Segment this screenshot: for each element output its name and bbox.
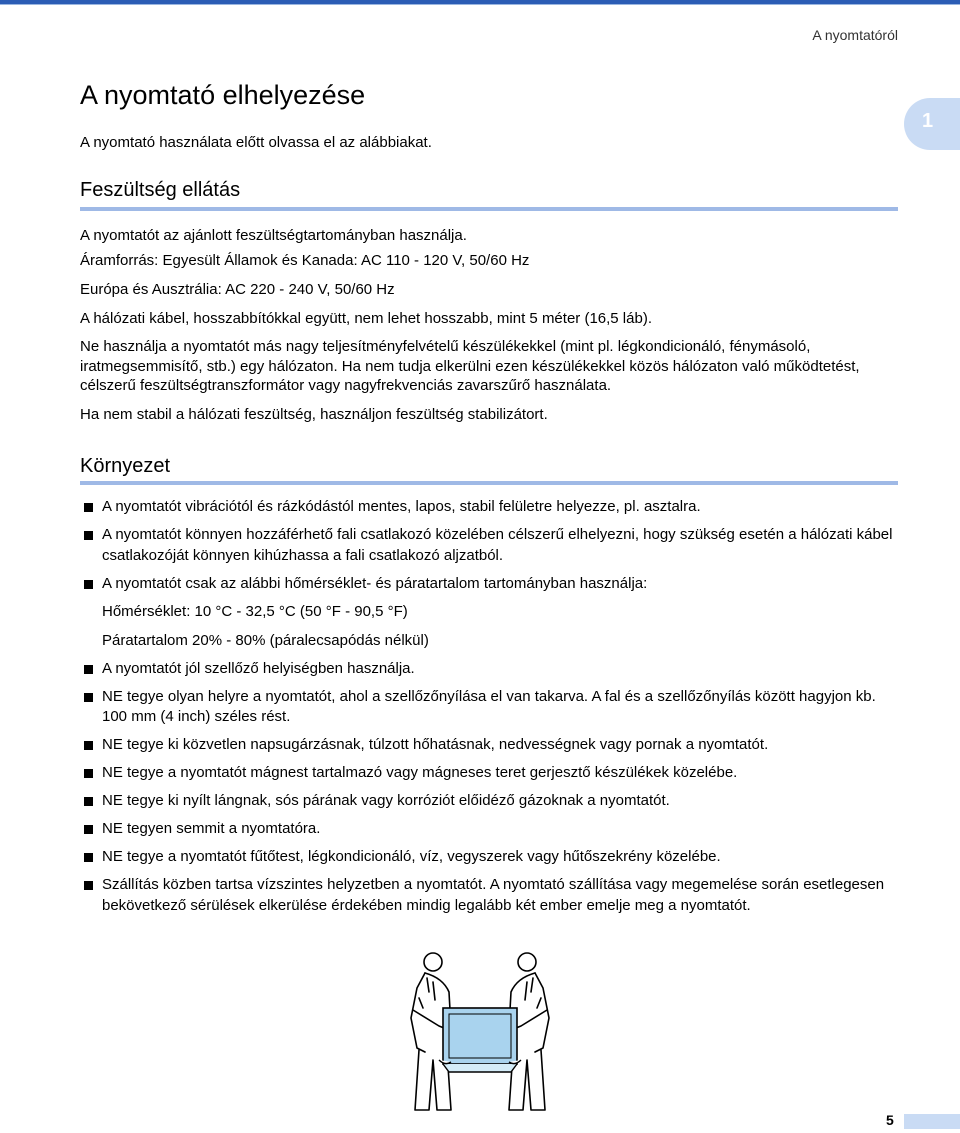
bullet-square-icon [84,769,93,778]
bullet-square-icon [84,531,93,540]
list-item: Szállítás közben tartsa vízszintes helyzetben a nyomtatót. A nyomtató szállítása vagy megemelése során esetlegesen bekövetkező sérülések elkerülése érdekében mindig legalább két ember emelje meg a nyomtatót. [80,875,900,916]
humidity-range: Páratartalom 20% - 80% (páralecsapódás nélkül) [102,631,429,649]
bullet-square-icon [84,665,93,674]
list-item: NE tegye a nyomtatót mágnest tartalmazó vagy mágneses teret gerjesztő készülékek közelébe. [80,763,900,784]
power-paragraph: A hálózati kábel, hosszabbítókkal együtt, nem lehet hosszabb, mint 5 méter (16,5 láb). [80,310,652,327]
top-rule-light [0,4,960,5]
power-paragraph: Ne használja a nyomtatót más nagy teljesítményfelvételű készülékekkel (mint pl. légkondicionáló, fénymásoló, iratmegsemmisítő, stb.) egy hálózaton. Ha nem tudja elkerülni ezen készülékekkel közös hálózaton való működtetést, célszerű feszültségtranszformátor vagy nagyfrekvenciás zavarszűrő használata. [80,338,860,394]
intro-text: A nyomtató használata előtt olvassa el az alábbiakat. [80,134,432,151]
bullet-square-icon [84,825,93,834]
bullet-square-icon [84,580,93,589]
chapter-number: 1 [922,110,934,132]
power-paragraph: Európa és Ausztrália: AC 220 - 240 V, 50/60 Hz [80,281,395,298]
power-paragraph: Ha nem stabil a hálózati feszültség, használjon feszültség stabilizátort. [80,406,548,423]
list-item: NE tegye a nyomtatót fűtőtest, légkondicionáló, víz, vegyszerek vagy hűtőszekrény közelébe. [80,847,900,868]
list-item: A nyomtatót jól szellőző helyiségben használja. [80,659,900,680]
list-item: NE tegye ki nyílt lángnak, sós párának vagy korrózió​t előidéző gázoknak a nyomtatót. [80,791,900,812]
page-title: A nyomtató elhelyezése [80,80,366,110]
list-item: A nyomtatót csak az alábbi hőmérséklet- és páratartalom tartományban használja: Hőmérséklet: 10 °C - 32,5 °C (50 °F - 90,5 °F) Páratartalom 20% - 80% (páralecsapódás nélkül) [80,574,900,652]
list-item: A nyomtatót könnyen hozzáférhető fali csatlakozó közelében célszerű elhelyezni, hogy szükség esetén a hálózati kábel csatlakozóját könnyen kihúzhassa a fali csatlakozó aljzatból. [80,525,900,566]
running-header: A nyomtatóról [812,27,898,43]
bullet-square-icon [84,797,93,806]
section-heading-power: Feszültség ellátás [80,179,241,201]
section-rule-environment [80,481,898,485]
bullet-square-icon [84,503,93,512]
section-heading-environment: Környezet [80,455,171,477]
list-item: NE tegye olyan helyre a nyomtatót, ahol a szellőzőnyílása el van takarva. A fal és a szellőzőnyílás között hagyjon kb. 100 mm (4 inch) széles rést. [80,687,900,728]
list-item: A nyomtatót vibrációtól és rázkódástól mentes, lapos, stabil felületre helyezze, pl. asztalra. [80,497,900,518]
power-paragraph: Áramforrás: Egyesült Államok és Kanada: AC 110 - 120 V, 50/60 Hz [80,252,530,269]
power-paragraph: A nyomtatót az ajánlott feszültségtartományban használja. [80,227,467,244]
list-item: NE tegye ki közvetlen napsugárzásnak, túlzott hőhatásnak, nedvességnek vagy pornak a nyomtatót. [80,735,900,756]
list-item: NE tegyen semmit a nyomtatóra. [80,819,900,840]
page-number: 5 [886,1112,894,1128]
section-rule-power [80,207,898,211]
bullet-square-icon [84,741,93,750]
environment-bullet-list [80,497,900,924]
two-people-carrying-printer-illustration [405,948,555,1113]
bullet-square-icon [84,853,93,862]
temperature-range: Hőmérséklet: 10 °C - 32,5 °C (50 °F - 90,5 °F) [102,603,408,620]
page-number-tab [904,1114,960,1129]
bullet-square-icon [84,881,93,890]
bullet-square-icon [84,693,93,702]
